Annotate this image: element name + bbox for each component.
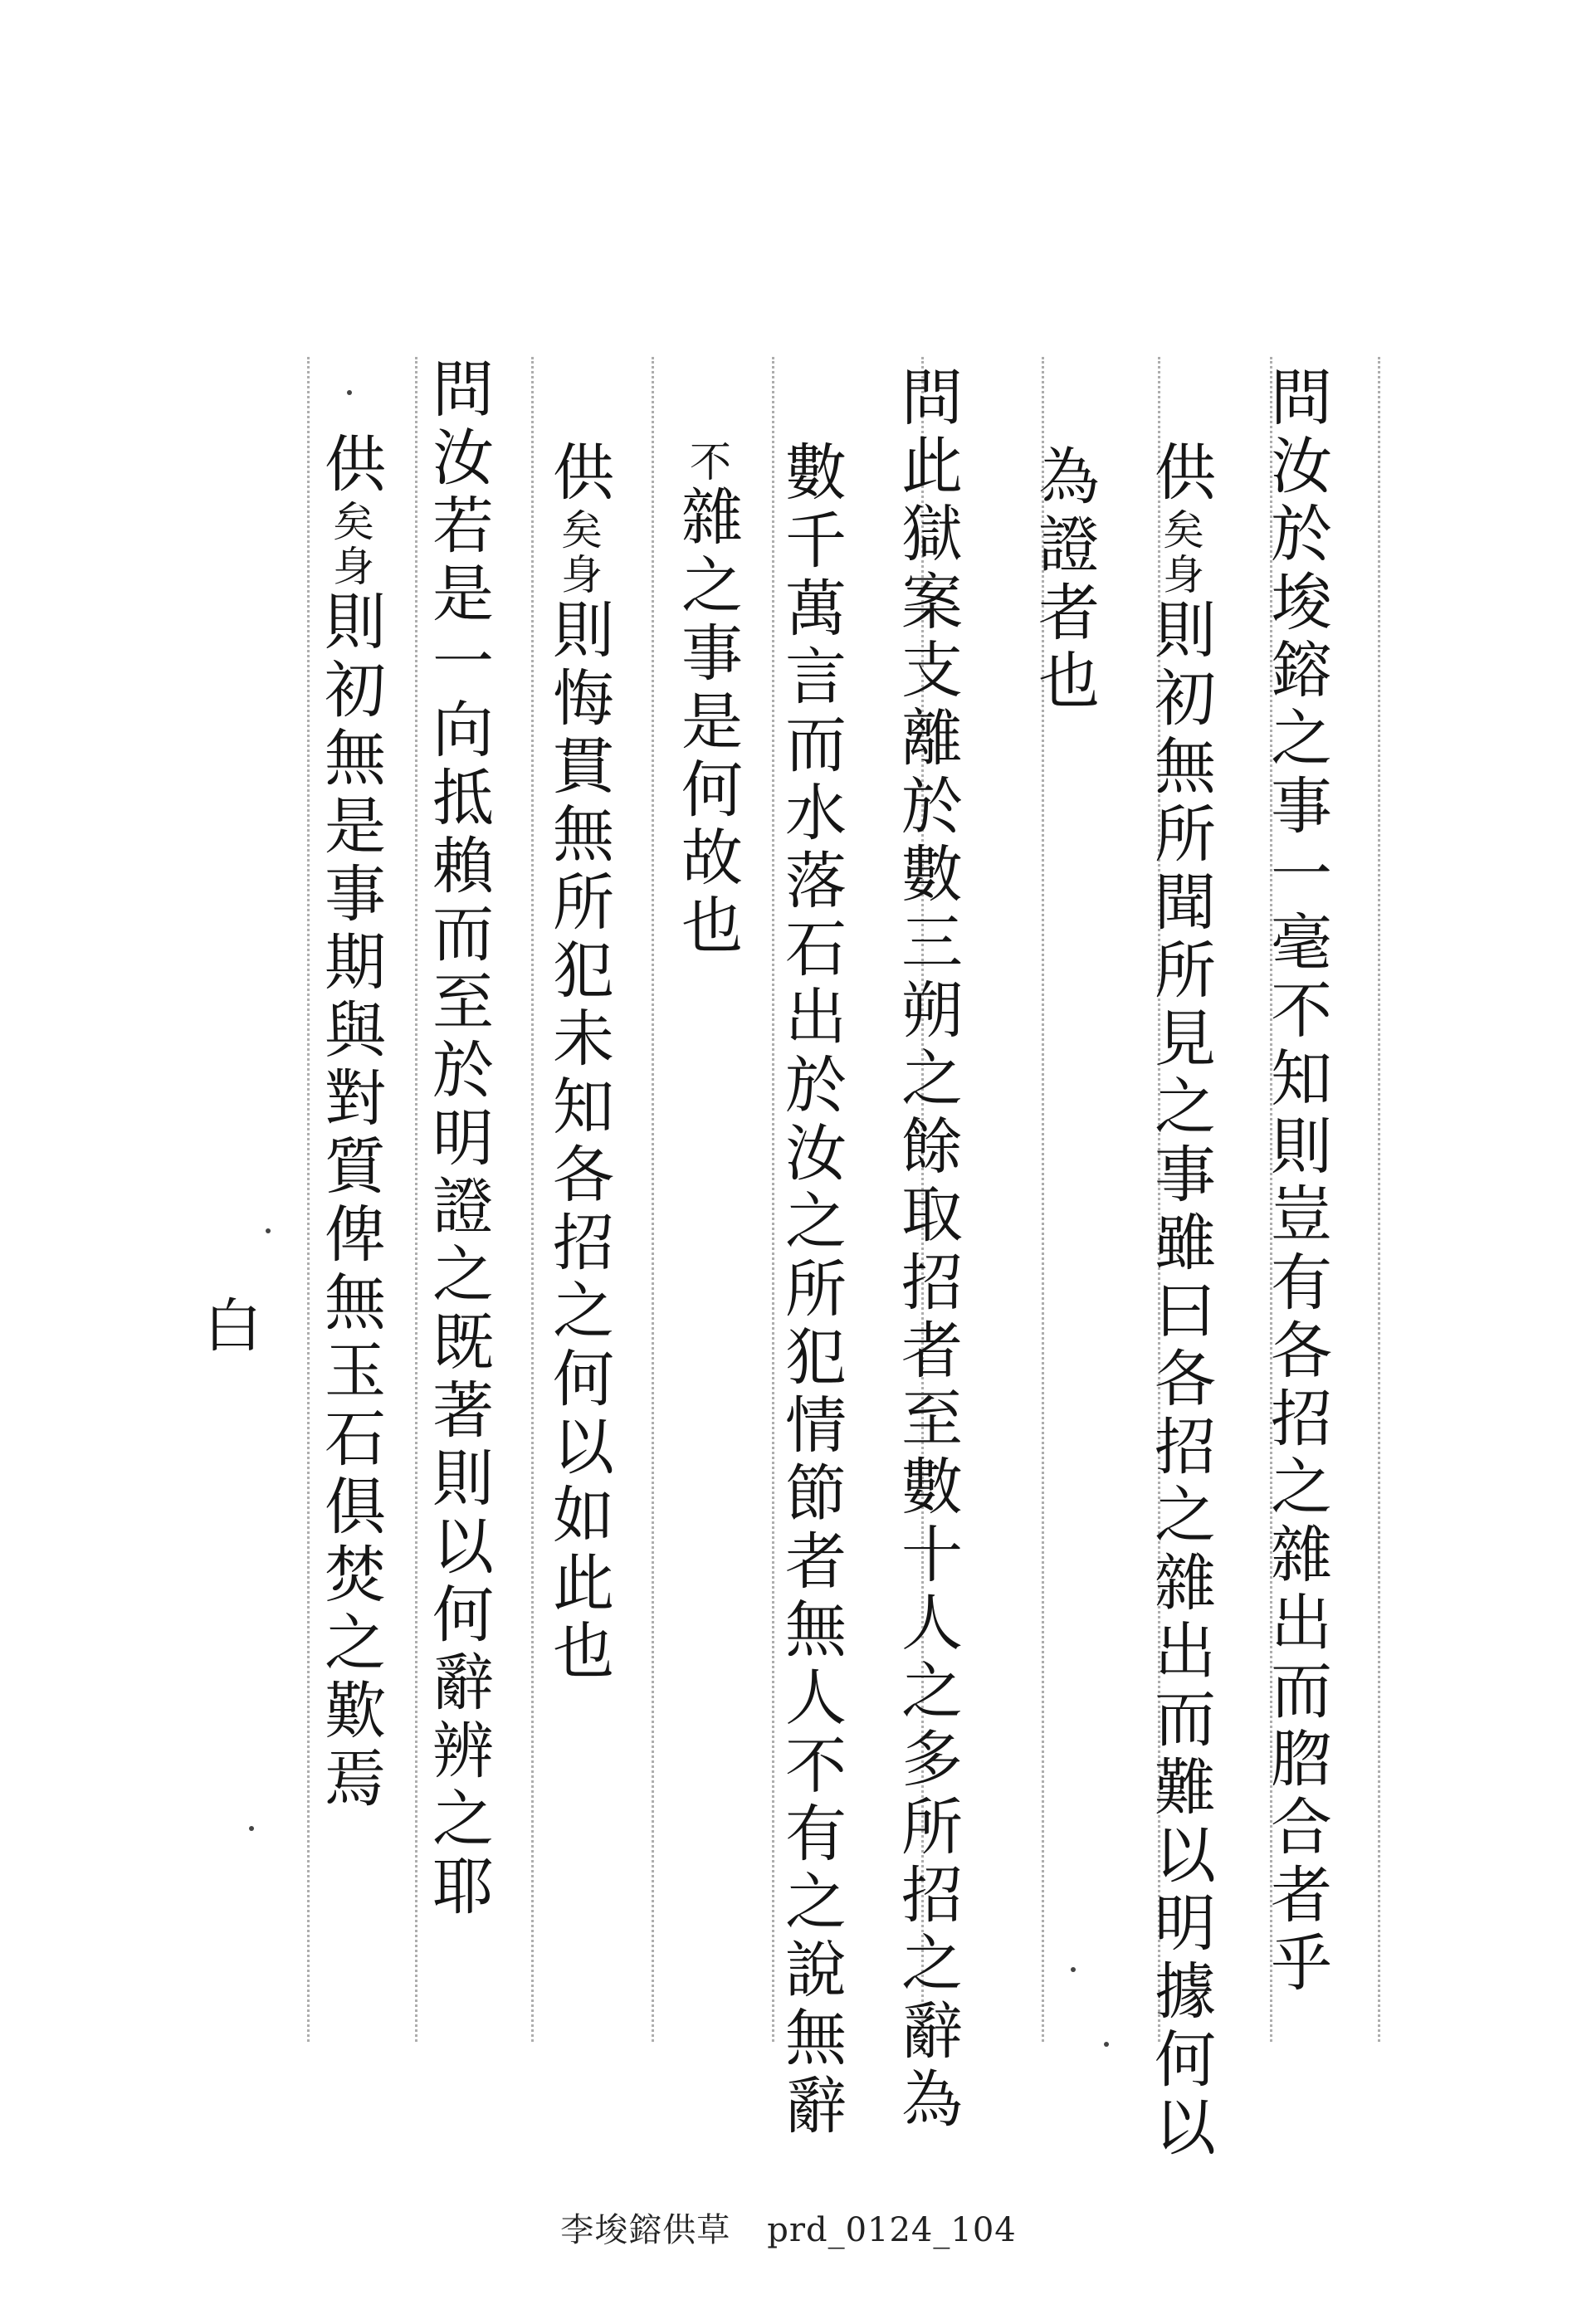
column-text: 問汝於埈鎔之事一毫不知則豈有各招之雜出而脗合者乎 [1261,365,1332,1999]
ruling-line [772,357,774,2042]
scan-speck [347,390,352,395]
column-text: 數千萬言而水落石出於汝之所犯情節者無人不有之說無辭 [775,440,847,2141]
column-text: 問汝若是一向抵賴而至於明證之既著則以何辭辨之耶 [422,357,494,1922]
margin-annotation [194,1295,262,1360]
column-prefix: 供 [1145,440,1216,508]
text-column [1028,444,1100,716]
scan-speck [249,1826,254,1831]
ruling-line [1378,357,1380,2042]
column-prefix: 供 [315,432,386,500]
text-column [1261,365,1332,1999]
column-text: 則悔貫無所犯未知各招之何以如此也 [543,598,614,1687]
scan-speck [1071,1967,1076,1972]
ruling-line [307,357,310,2042]
scan-speck [266,1228,271,1233]
column-prefix-small: 矣身 [1156,508,1204,598]
column-prefix: 供 [543,440,614,508]
column-prefix-small: 矣身 [326,500,374,589]
footer-code: prd_0124_104 [767,2211,1017,2249]
text-column [315,432,386,1814]
annotation-text: 白 [194,1295,262,1360]
ruling-line [531,357,534,2042]
column-text: 則初無所聞所見之事雖曰各招之雜出而難以明據何以 [1145,598,1216,2163]
text-column [543,440,614,1687]
page-footer [0,2204,1577,2251]
column-text: 為證者也 [1028,444,1100,716]
column-prefix-small: 矣身 [554,508,603,598]
text-column [422,357,494,1922]
column-text: 則初無是事期與對質俾無玉石俱焚之歎焉 [315,589,386,1814]
footer-title: 李埈鎔供草 [560,2211,731,2249]
column-text: 雜之事是何故也 [671,485,743,961]
ruling-line [652,357,654,2042]
text-column [671,440,743,961]
text-column [1145,440,1216,2163]
ruling-line [415,357,417,2042]
column-text: 問此獄案支離於數三朔之餘取招者至數十人之多所招之辭為 [891,365,963,2135]
column-prefix-small: 不 [683,440,731,485]
text-column [891,365,963,2135]
text-column [775,440,847,2141]
scan-speck [1104,2042,1109,2047]
